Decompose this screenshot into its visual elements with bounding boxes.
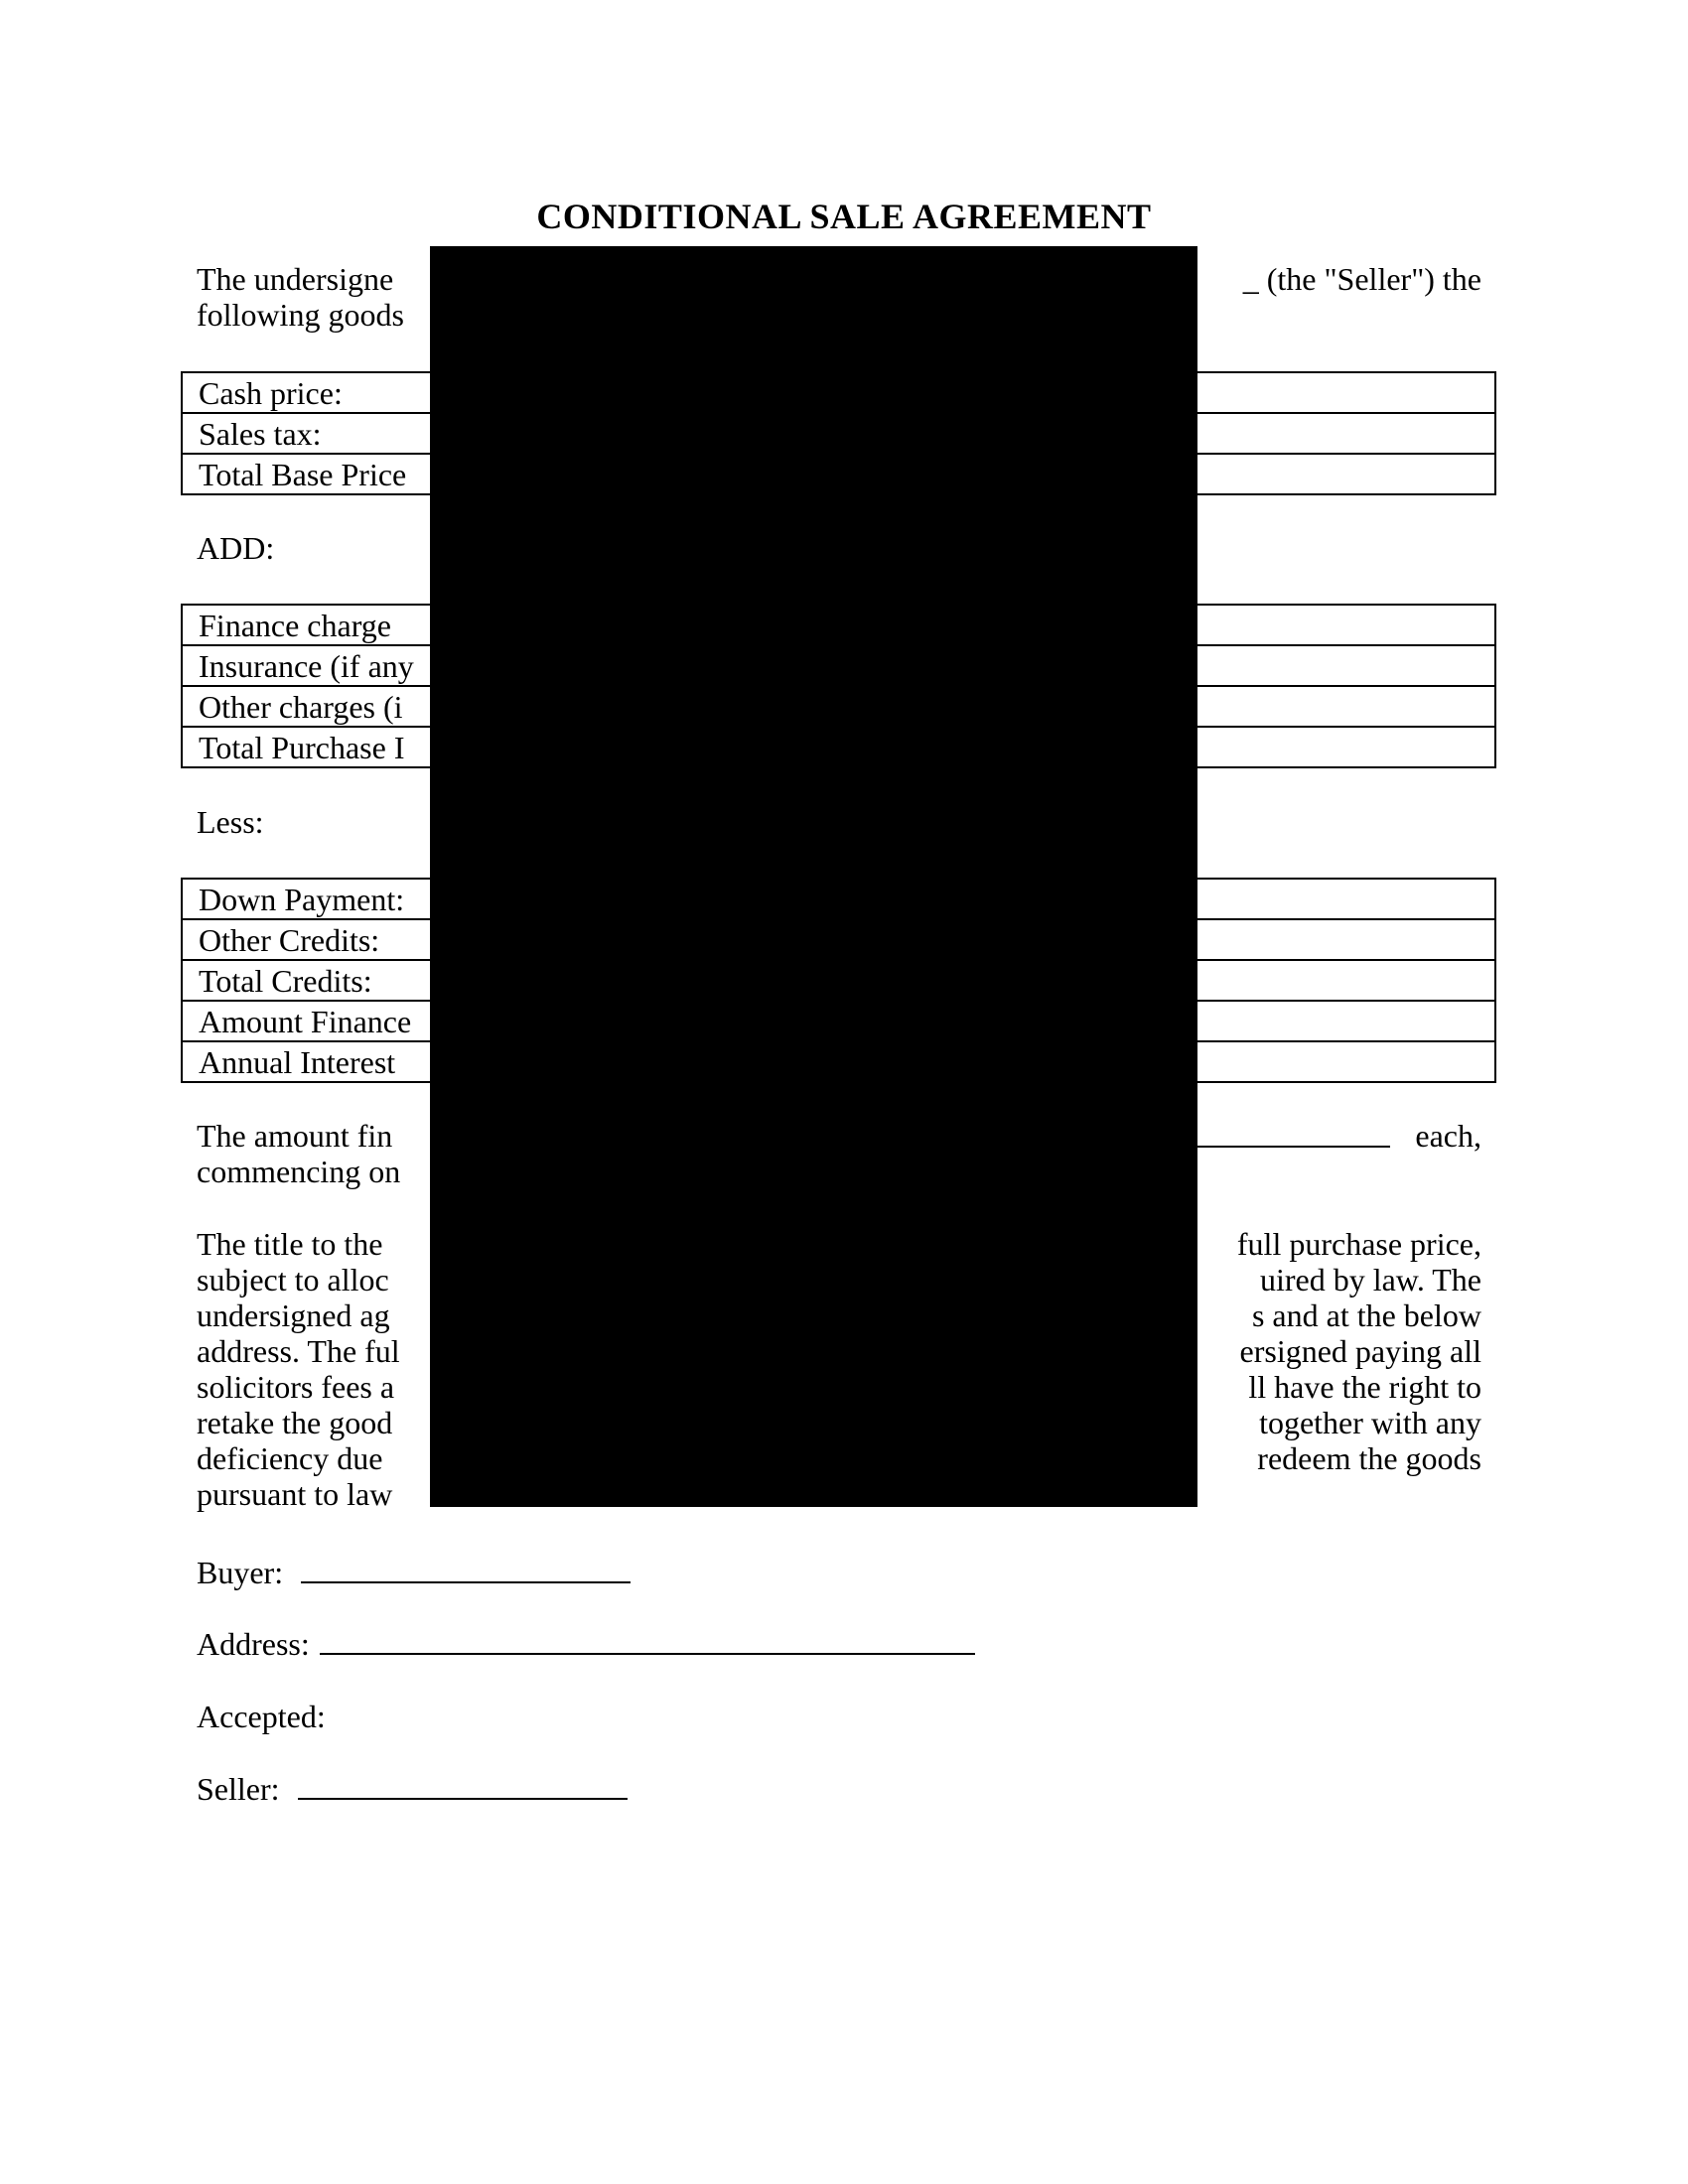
title-paragraph-left — [197, 1226, 400, 1512]
row-label: Annual Interest — [199, 1044, 396, 1080]
para-line: together with any — [1259, 1405, 1481, 1440]
intro-line1-left: The undersigne — [197, 261, 394, 297]
row-label: Other charges (i — [199, 689, 403, 725]
para-line: full purchase price, — [1236, 1226, 1481, 1262]
buyer-signature-line — [301, 1554, 631, 1583]
intro-line2-left: following goods — [197, 297, 404, 333]
para-line: address. The ful — [197, 1333, 400, 1369]
para-line: undersigned ag — [197, 1297, 390, 1333]
row-label: Total Credits: — [199, 963, 372, 999]
row-label: Total Purchase I — [199, 730, 405, 765]
document-title: CONDITIONAL SALE AGREEMENT — [536, 197, 1152, 236]
para-line: s and at the below — [1251, 1297, 1481, 1333]
para-line: ll have the right to — [1248, 1369, 1481, 1405]
add-label: ADD: — [197, 530, 275, 566]
buyer-signature — [197, 1554, 631, 1590]
financed-line2-left: commencing on — [197, 1154, 401, 1189]
less-label: Less: — [197, 804, 264, 840]
para-line: redeem the goods — [1257, 1440, 1481, 1476]
financed-line1-left: The amount fin — [197, 1118, 393, 1154]
intro-line1-right: _ (the "Seller") the — [1242, 261, 1481, 297]
para-line: pursuant to law — [197, 1476, 393, 1512]
para-line: retake the good — [197, 1405, 393, 1440]
row-label: Other Credits: — [199, 922, 380, 958]
address-line — [320, 1625, 975, 1655]
seller-signature-line — [298, 1770, 628, 1800]
seller-label: Seller: — [197, 1771, 280, 1807]
accepted-label: Accepted: — [197, 1699, 326, 1734]
row-label: Finance charge — [199, 608, 391, 643]
row-label: Total Base Price — [199, 457, 407, 492]
address-label: Address: — [197, 1626, 310, 1662]
financed-line1-right — [1192, 1118, 1481, 1154]
seller-signature — [197, 1770, 628, 1807]
redaction-box — [430, 246, 1197, 1507]
para-line: subject to alloc — [197, 1262, 389, 1297]
para-line: uired by law. The — [1259, 1262, 1481, 1297]
para-line: solicitors fees a — [197, 1369, 395, 1405]
para-line: deficiency due — [197, 1440, 383, 1476]
row-label: Down Payment: — [199, 882, 405, 917]
address-field — [197, 1625, 975, 1662]
each-word: each, — [1415, 1118, 1481, 1154]
row-label: Cash price: — [199, 375, 343, 411]
row-label: Insurance (if any — [199, 648, 414, 684]
para-line: ersigned paying all — [1239, 1333, 1481, 1369]
buyer-label: Buyer: — [197, 1555, 284, 1590]
blank-line — [1192, 1118, 1390, 1148]
row-label: Amount Finance — [199, 1004, 412, 1039]
para-line: The title to the — [197, 1226, 383, 1262]
row-label: Sales tax: — [199, 416, 322, 452]
